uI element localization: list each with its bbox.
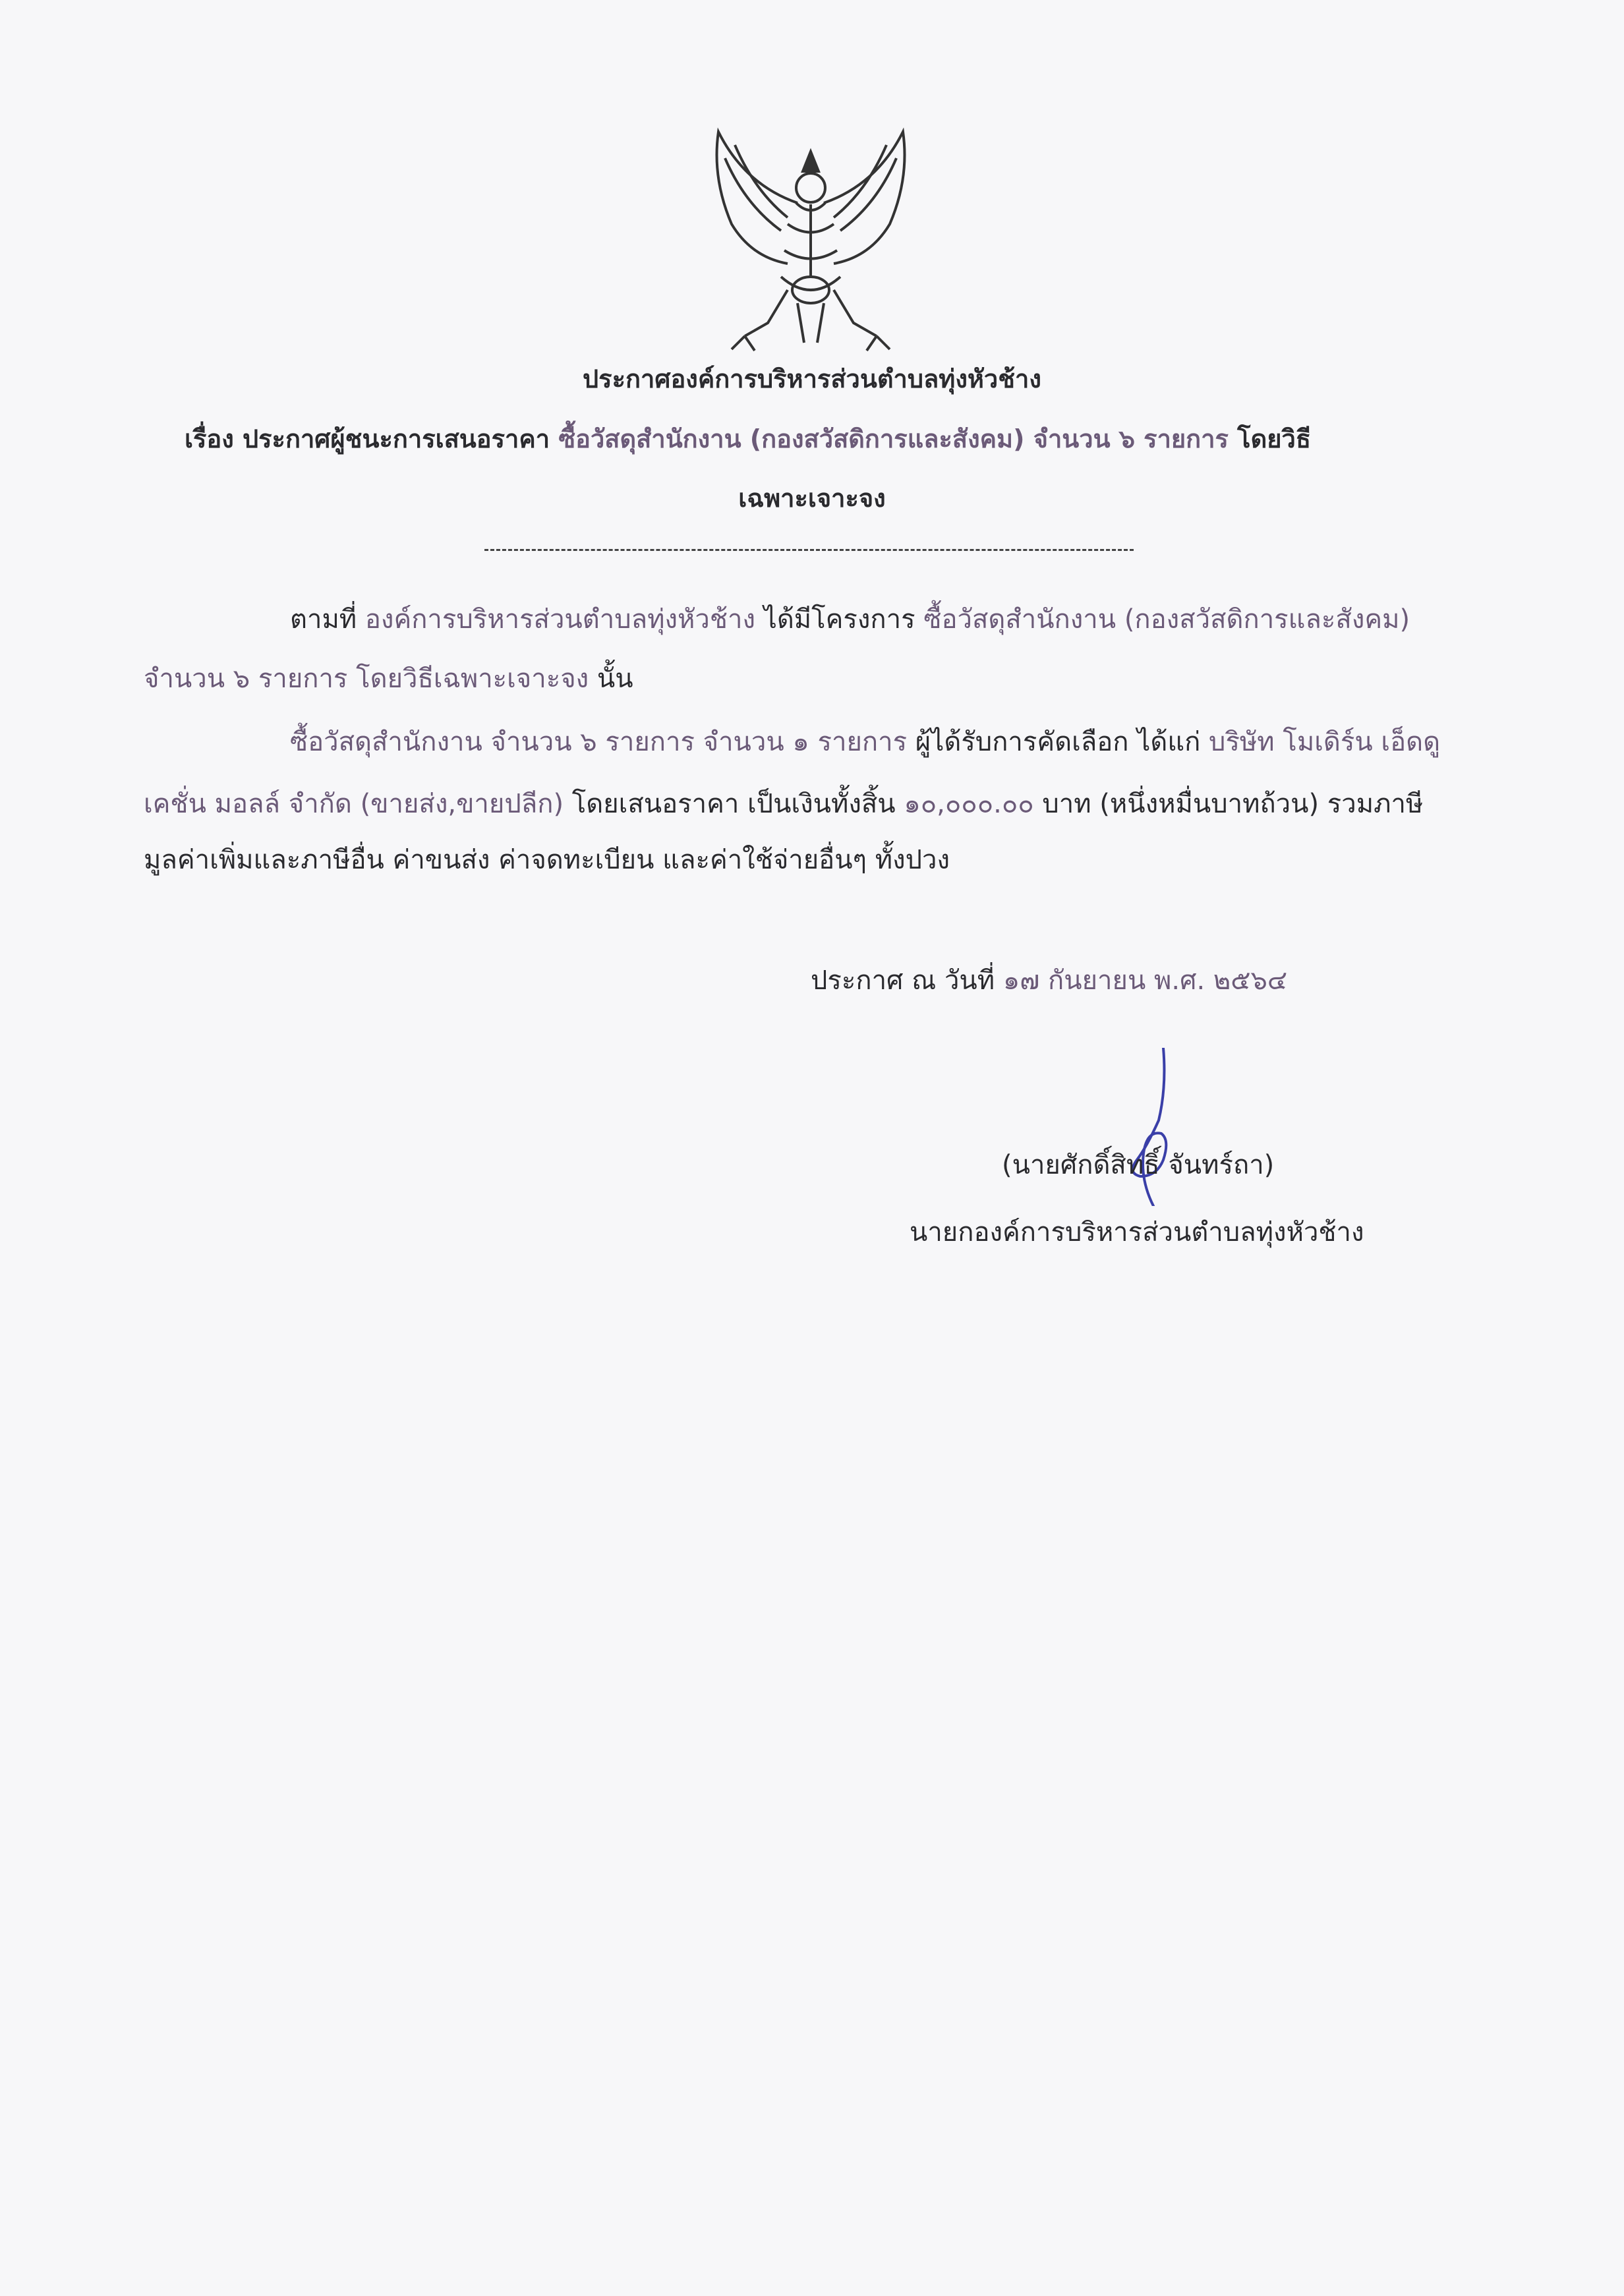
announcement-date-line [811, 961, 1287, 1000]
p2-vendor: บริษัท โมเดิร์น เอ็ดดู [1209, 727, 1441, 757]
p1-project-label: ได้มีโครงการ [763, 604, 915, 635]
garuda-emblem-icon [705, 125, 916, 356]
subject-line [185, 419, 1311, 459]
p1-end: นั้น [596, 664, 633, 694]
paragraph-2-line-3: มูลค่าเพิ่มและภาษีอื่น ค่าขนส่ง ค่าจดทะเบียน และค่าใช้จ่ายอื่นๆ ทั้งปวง [144, 845, 950, 875]
p2-amount-text: บาท (หนึ่งหมื่นบาทถ้วน) รวมภาษี [1042, 789, 1424, 819]
subject-method: โดยวิธี [1237, 424, 1312, 453]
signatory-position: นายกองค์การบริหารส่วนตำบลทุ่งหัวช้าง [910, 1217, 1364, 1248]
p1-project-name: ซื้อวัสดุสำนักงาน (กองสวัสดิการและสังคม) [923, 604, 1410, 635]
announcement-title: ประกาศองค์การบริหารส่วนตำบลทุ่งหัวช้าง [583, 364, 1041, 393]
subject-item: ซื้อวัสดุสำนักงาน (กองสวัสดิการและสังคม) จำนวน ๖ รายการ [558, 424, 1229, 453]
paragraph-2-line-1 [290, 722, 1440, 762]
p2-vendor-continued: เคชั่น มอลล์ จำกัด (ขายส่ง,ขายปลีก) [144, 789, 564, 819]
p2-amount: ๑๐,๐๐๐.๐๐ [904, 789, 1034, 819]
p1-prefix: ตามที่ [290, 604, 357, 635]
subject-method-continued: เฉพาะเจาะจง [738, 484, 886, 513]
announcement-date: ๑๗ กันยายน พ.ศ. ๒๕๖๔ [1002, 965, 1288, 996]
p2-item: ซื้อวัสดุสำนักงาน จำนวน ๖ รายการ จำนวน ๑ รายการ [290, 727, 908, 757]
p2-selected-label: ผู้ได้รับการคัดเลือก ได้แก่ [915, 727, 1201, 757]
signatory-name: (นายศักดิ์สิทธิ์ จันทร์ถา) [1002, 1150, 1275, 1180]
paragraph-2-line-2 [144, 784, 1423, 824]
paragraph-1-line-2 [144, 659, 633, 699]
p1-project-quantity: จำนวน ๖ รายการ โดยวิธีเฉพาะเจาะจง [144, 664, 589, 694]
p2-offer-label: โดยเสนอราคา เป็นเงินทั้งสิ้น [571, 789, 896, 819]
p1-organization: องค์การบริหารส่วนตำบลทุ่งหัวช้าง [364, 604, 755, 635]
paragraph-1-line-1 [290, 600, 1410, 639]
subject-label: เรื่อง ประกาศผู้ชนะการเสนอราคา [185, 424, 550, 453]
separator-line [484, 549, 1134, 551]
announcement-date-label: ประกาศ ณ วันที่ [811, 965, 995, 996]
